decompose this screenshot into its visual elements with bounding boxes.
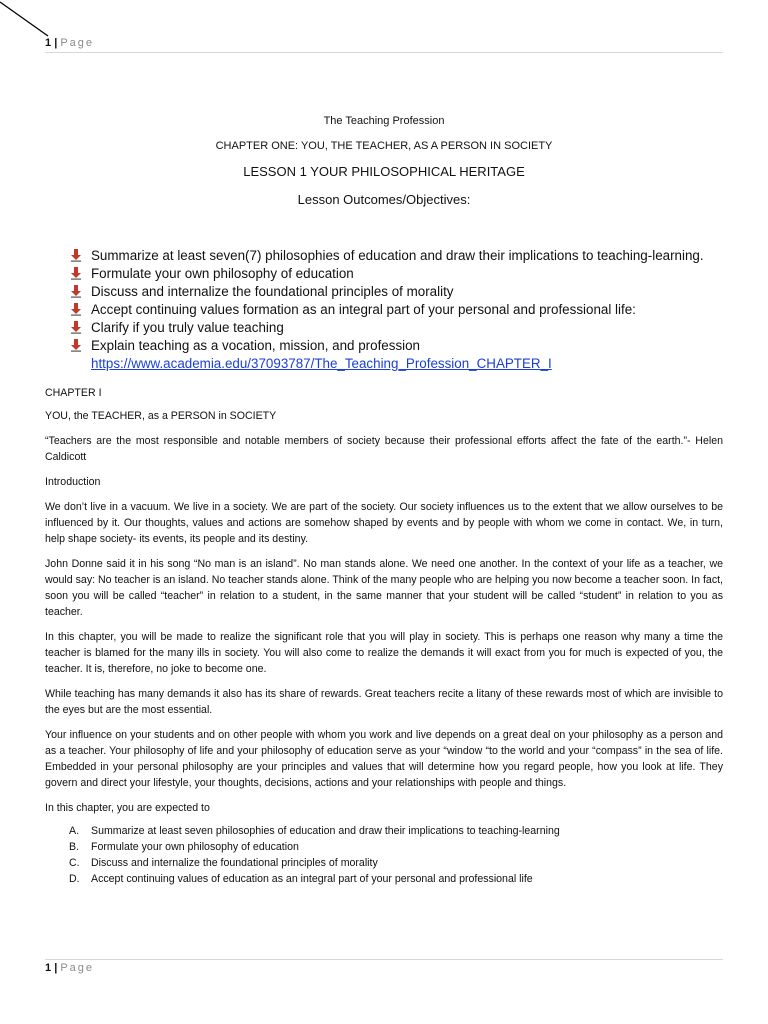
expected-list xyxy=(45,823,723,887)
footer-page-number: 1 xyxy=(45,962,52,974)
objective-item xyxy=(69,301,723,319)
expected-marker: A. xyxy=(69,825,80,837)
paragraph: John Donne said it in his song “No man is an island”. No man stands alone. We need one another. In the context of your life as a teacher, we would say: No teacher is an island. No teacher stands alone. Think of the many people who are helping you now become a teacher soon. In fact, soon you will be called “teacher” in relation to a student, in the same manner that your student will be called “student” in relation to you as teacher. xyxy=(45,558,723,618)
paragraph: While teaching has many demands it also has its share of rewards. Great teachers recite a litany of these rewards most of which are invisible to the eyes but are the most essential. xyxy=(45,688,723,716)
outcomes-title: Lesson Outcomes/Objectives: xyxy=(297,192,471,207)
arrow-down-bullet-icon xyxy=(69,302,83,316)
footer-page-word: Page xyxy=(60,962,95,974)
objective-item xyxy=(69,247,723,265)
expected-item xyxy=(69,839,723,855)
objective-item xyxy=(69,265,723,283)
header-separator: | xyxy=(54,37,58,49)
academia-link[interactable]: https://www.academia.edu/37093787/The_Teaching_Profession_CHAPTER_I xyxy=(91,356,552,371)
paragraph: In this chapter, you will be made to realize the significant role that you will play in society. This is perhaps one reason why many a time the teacher is blamed for the many ills in society. You will also come to realize the demands it will exact from you for much is expected of you, the teacher. It is, therefore, no joke to become one. xyxy=(45,631,723,675)
objective-item xyxy=(69,337,723,355)
arrow-down-bullet-icon xyxy=(69,320,83,334)
footer-separator: | xyxy=(54,962,58,974)
expected-text: Formulate your own philosophy of education xyxy=(91,841,299,853)
link-item xyxy=(69,355,723,373)
arrow-down-bullet-icon xyxy=(69,248,83,262)
arrow-down-bullet-icon xyxy=(69,338,83,352)
expected-text: Summarize at least seven philosophies of education and draw their implications to teaching-learning xyxy=(91,825,560,837)
objective-item xyxy=(69,319,723,337)
objective-item xyxy=(69,283,723,301)
page-header xyxy=(45,37,723,53)
expected-text: Accept continuing values of education as an integral part of your personal and professional life xyxy=(91,873,533,885)
objectives-list xyxy=(45,247,723,373)
objective-text: Accept continuing values formation as an integral part of your personal and professional life: xyxy=(91,302,636,317)
objective-text: Explain teaching as a vocation, mission, and profession xyxy=(91,338,421,353)
expected-item xyxy=(69,855,723,871)
chapter-label: CHAPTER I xyxy=(45,387,102,399)
header-page-word: Page xyxy=(60,37,95,49)
corner-decoration xyxy=(0,0,60,40)
expected-marker: C. xyxy=(69,857,80,869)
doc-title: The Teaching Profession xyxy=(323,115,445,127)
chapter-subtitle: YOU, the TEACHER, as a PERSON in SOCIETY xyxy=(45,410,277,422)
paragraph: We don’t live in a vacuum. We live in a society. We are part of the society. Our society influences us to the extent that we allow ourselves to be influenced by it. Our thoughts, values and actions are somehow shaped by events and by people with whom we come in contact. We, in turn, help shape society- its events, its people and its destiny. xyxy=(45,501,723,545)
paragraph: Your influence on your students and on other people with whom you work and live depends on a great deal on your philosophy as a person and as a teacher. Your philosophy of life and your philosophy of education serve as your “window “to the world and your “compass” in the sea of life. Embedded in your personal philosophy are your principles and values that will determine how you regard people, how you look at life. They govern and direct your lifestyle, your thoughts, decisions, actions and your relationships with people and things. xyxy=(45,729,723,789)
arrow-down-bullet-icon xyxy=(69,266,83,280)
page-footer xyxy=(45,959,723,974)
intro-label: Introduction xyxy=(45,476,101,488)
chapter-heading: CHAPTER ONE: YOU, THE TEACHER, AS A PERSON IN SOCIETY xyxy=(215,140,553,152)
lesson-title: LESSON 1 YOUR PHILOSOPHICAL HERITAGE xyxy=(243,164,525,179)
objective-text: Clarify if you truly value teaching xyxy=(91,320,284,335)
header-page-number: 1 xyxy=(45,37,52,49)
document-body xyxy=(45,115,723,887)
objective-text: Formulate your own philosophy of education xyxy=(91,266,354,281)
expected-label: In this chapter, you are expected to xyxy=(45,802,210,814)
objective-text: Summarize at least seven(7) philosophies of education and draw their implications to teaching-learning. xyxy=(91,248,704,263)
objective-text: Discuss and internalize the foundational principles of morality xyxy=(91,284,454,299)
arrow-down-bullet-icon xyxy=(69,284,83,298)
opening-quote: “Teachers are the most responsible and notable members of society because their professional efforts affect the fate of the earth.”- Helen Caldicott xyxy=(45,435,723,463)
expected-marker: D. xyxy=(69,873,80,885)
expected-item xyxy=(69,871,723,887)
expected-marker: B. xyxy=(69,841,80,853)
expected-text: Discuss and internalize the foundational principles of morality xyxy=(91,857,378,869)
expected-item xyxy=(69,823,723,839)
